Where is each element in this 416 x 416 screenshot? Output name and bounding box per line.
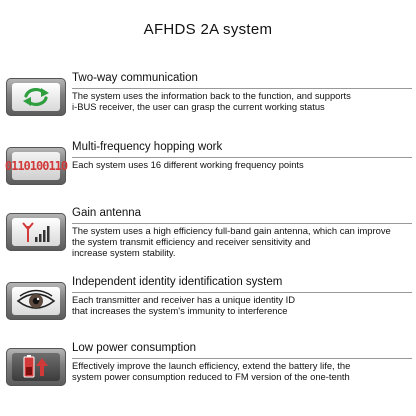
icon-frame <box>6 282 66 320</box>
feature-heading: Two-way communication <box>72 72 198 84</box>
divider <box>72 157 412 158</box>
battery-up-arrow-icon <box>12 353 60 381</box>
description-line: increase system stability. <box>72 247 176 258</box>
divider <box>72 223 412 224</box>
sync-arrows-icon <box>12 83 60 111</box>
divider <box>72 292 412 293</box>
description-line: The system uses a high efficiency full-band gain antenna, which can improve <box>72 225 391 236</box>
page-title: AFHDS 2A system <box>143 21 273 38</box>
feature-description <box>72 225 412 258</box>
description-line: Each transmitter and receiver has a unique identity ID <box>72 294 296 305</box>
icon-frame <box>6 213 66 251</box>
feature-heading: Independent identity identification system <box>72 276 283 288</box>
binary-code-icon <box>4 152 68 180</box>
description-line: i-BUS receiver, the user can grasp the current working status <box>72 101 325 112</box>
binary-code-text: 0110100110 <box>4 159 68 173</box>
icon-frame <box>6 78 66 116</box>
description-line: system power consumption reduced to FM version of the one-tenth <box>72 371 350 382</box>
description-line: that increases the system's immunity to interference <box>72 305 288 316</box>
feature-low-power <box>6 342 412 390</box>
feature-description <box>72 294 412 316</box>
feature-description <box>72 360 412 382</box>
icon-frame <box>6 348 66 386</box>
feature-gain-antenna <box>6 207 412 258</box>
feature-two-way-communication <box>6 72 412 120</box>
feature-frequency-hopping <box>6 141 412 189</box>
feature-description <box>72 159 412 170</box>
feature-description <box>72 90 412 112</box>
description-line: the system transmit efficiency and receiver sensitivity and <box>72 236 311 247</box>
feature-heading: Low power consumption <box>72 342 197 354</box>
description-line: Each system uses 16 different working frequency points <box>72 159 304 170</box>
divider <box>72 88 412 89</box>
feature-heading: Multi-frequency hopping work <box>72 141 223 153</box>
icon-frame <box>6 147 66 185</box>
description-line: The system uses the information back to the function, and supports <box>72 90 351 101</box>
feature-heading: Gain antenna <box>72 207 142 219</box>
divider <box>72 358 412 359</box>
antenna-signal-icon <box>12 218 60 246</box>
description-line: Effectively improve the launch efficiency, extend the battery life, the <box>72 360 351 371</box>
eye-icon <box>12 287 60 315</box>
feature-identity-identification <box>6 276 412 324</box>
